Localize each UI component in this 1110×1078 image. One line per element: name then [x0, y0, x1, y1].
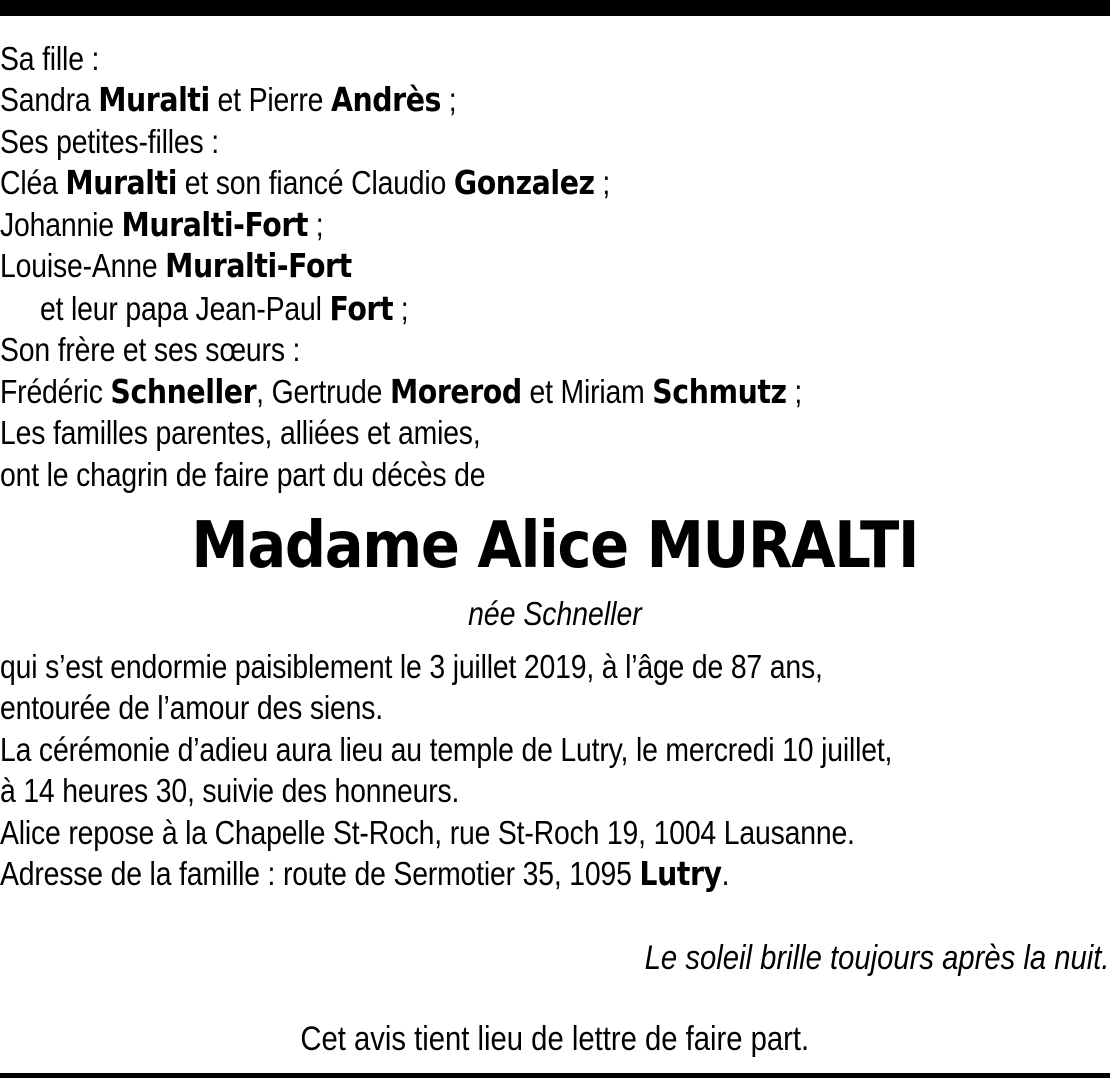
details-line-3: La cérémonie d’adieu aura lieu au temple de Lutry, le mercredi 10 juillet,	[0, 731, 893, 768]
siblings-heading: Son frère et ses sœurs :	[0, 331, 301, 368]
granddaughter-2-line: Johannie Muralti-Fort ;	[0, 205, 324, 244]
details-line-5: Alice repose à la Chapelle St-Roch, rue St-Roch 19, 1004 Lausanne.	[0, 814, 855, 851]
siblings-line: Frédéric Schneller, Gertrude Morerod et Miriam Schmutz ;	[0, 372, 803, 411]
address-line: Adresse de la famille : route de Sermotier 35, 1095 Lutry.	[0, 854, 730, 893]
top-rule	[0, 0, 1110, 16]
details-line-2: entourée de l’amour des siens.	[0, 689, 383, 726]
maiden-name: née Schneller	[468, 595, 642, 632]
details-line-1: qui s’est endormie paisiblement le 3 juillet 2019, à l’âge de 87 ans,	[0, 648, 823, 685]
granddaughters-heading: Ses petites-filles :	[0, 123, 219, 160]
motto-quote: Le soleil brille toujours après la nuit.	[645, 939, 1110, 977]
families-line: Les familles parentes, alliées et amies,	[0, 414, 481, 451]
papa-line: et leur papa Jean-Paul Fort ;	[40, 289, 409, 328]
deceased-name: Madame Alice MURALTI	[191, 509, 919, 583]
details-line-4: à 14 heures 30, suivie des honneurs.	[0, 772, 460, 809]
bottom-rule	[0, 1073, 1110, 1078]
notice-line: Cet avis tient lieu de lettre de faire part.	[300, 1020, 810, 1058]
daughter-heading: Sa fille :	[0, 40, 100, 77]
granddaughter-3-line: Louise-Anne Muralti-Fort	[0, 246, 352, 285]
granddaughter-1-line: Cléa Muralti et son fiancé Claudio Gonzalez ;	[0, 163, 611, 202]
daughter-line: Sandra Muralti et Pierre Andrès ;	[0, 80, 457, 119]
announce-line: ont le chagrin de faire part du décès de	[0, 456, 486, 493]
